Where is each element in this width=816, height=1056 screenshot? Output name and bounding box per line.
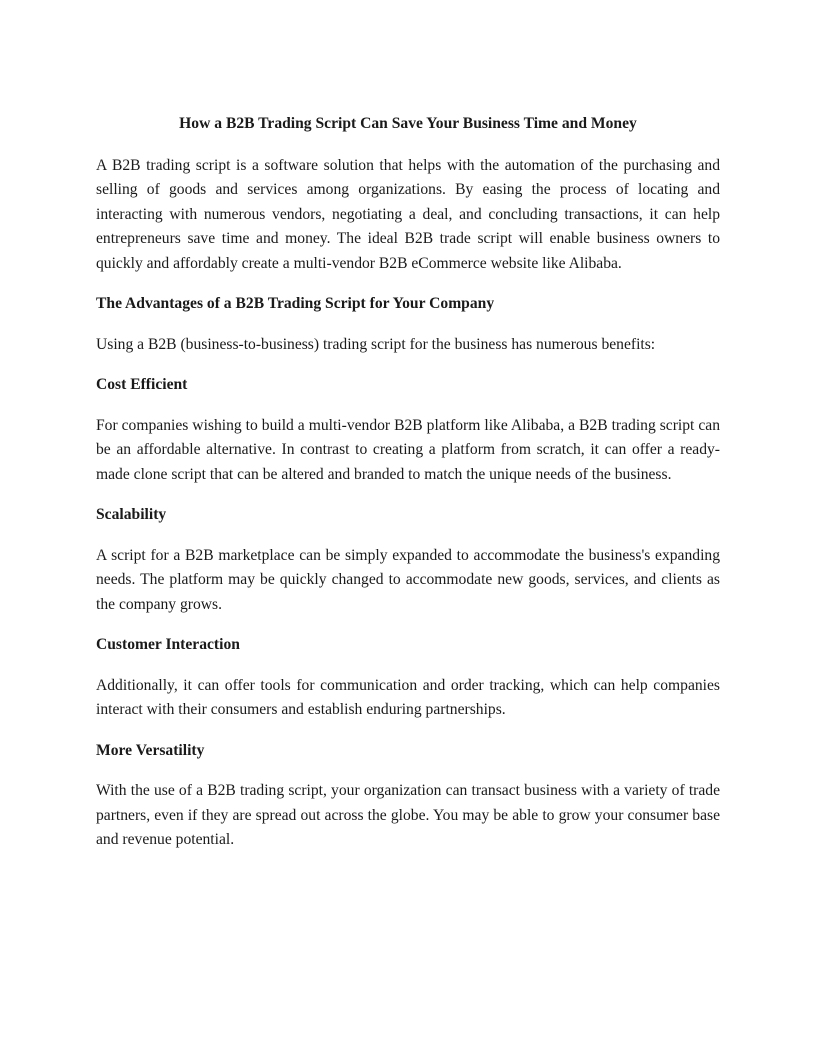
section-body-scalability: A script for a B2B marketplace can be simply expanded to accommodate the business's expanding needs. The platform may be quickly changed to accommodate new goods, services, and clients as the company grows. [96, 546, 720, 613]
section-heading-cost-efficient: Cost Efficient [96, 376, 188, 393]
intro-paragraph: A B2B trading script is a software solution that helps with the automation of the purchasing and selling of goods and services among organizations. By easing the process of locating and interacting with numerous vendors, negotiating a deal, and concluding transactions, it can help entrepreneurs save time and money. The ideal B2B trade script will enable business owners to quickly and affordably create a multi-vendor B2B eCommerce website like Alibaba. [96, 156, 720, 272]
document-page [96, 112, 720, 869]
advantages-heading: The Advantages of a B2B Trading Script for Your Company [96, 295, 495, 312]
section-heading-more-versatility: More Versatility [96, 741, 205, 759]
section-body-customer-interaction: Additionally, it can offer tools for communication and order tracking, which can help companies interact with their consumers and establish enduring partnerships. [96, 676, 720, 718]
section-heading-customer-interaction: Customer Interaction [96, 636, 240, 653]
section-body-cost-efficient: For companies wishing to build a multi-vendor B2B platform like Alibaba, a B2B trading script can be an affordable alternative. In contrast to creating a platform from scratch, it can offer a ready-made clone script that can be altered and branded to match the unique needs of the business. [96, 416, 720, 483]
document-title: How a B2B Trading Script Can Save Your Business Time and Money [179, 115, 637, 132]
advantages-intro-paragraph: Using a B2B (business-to-business) trading script for the business has numerous benefits: [96, 335, 656, 353]
section-heading-scalability: Scalability [96, 506, 167, 523]
section-body-more-versatility: With the use of a B2B trading script, your organization can transact business with a variety of trade partners, even if they are spread out across the globe. You may be able to grow your consumer base and revenue potential. [96, 782, 720, 848]
